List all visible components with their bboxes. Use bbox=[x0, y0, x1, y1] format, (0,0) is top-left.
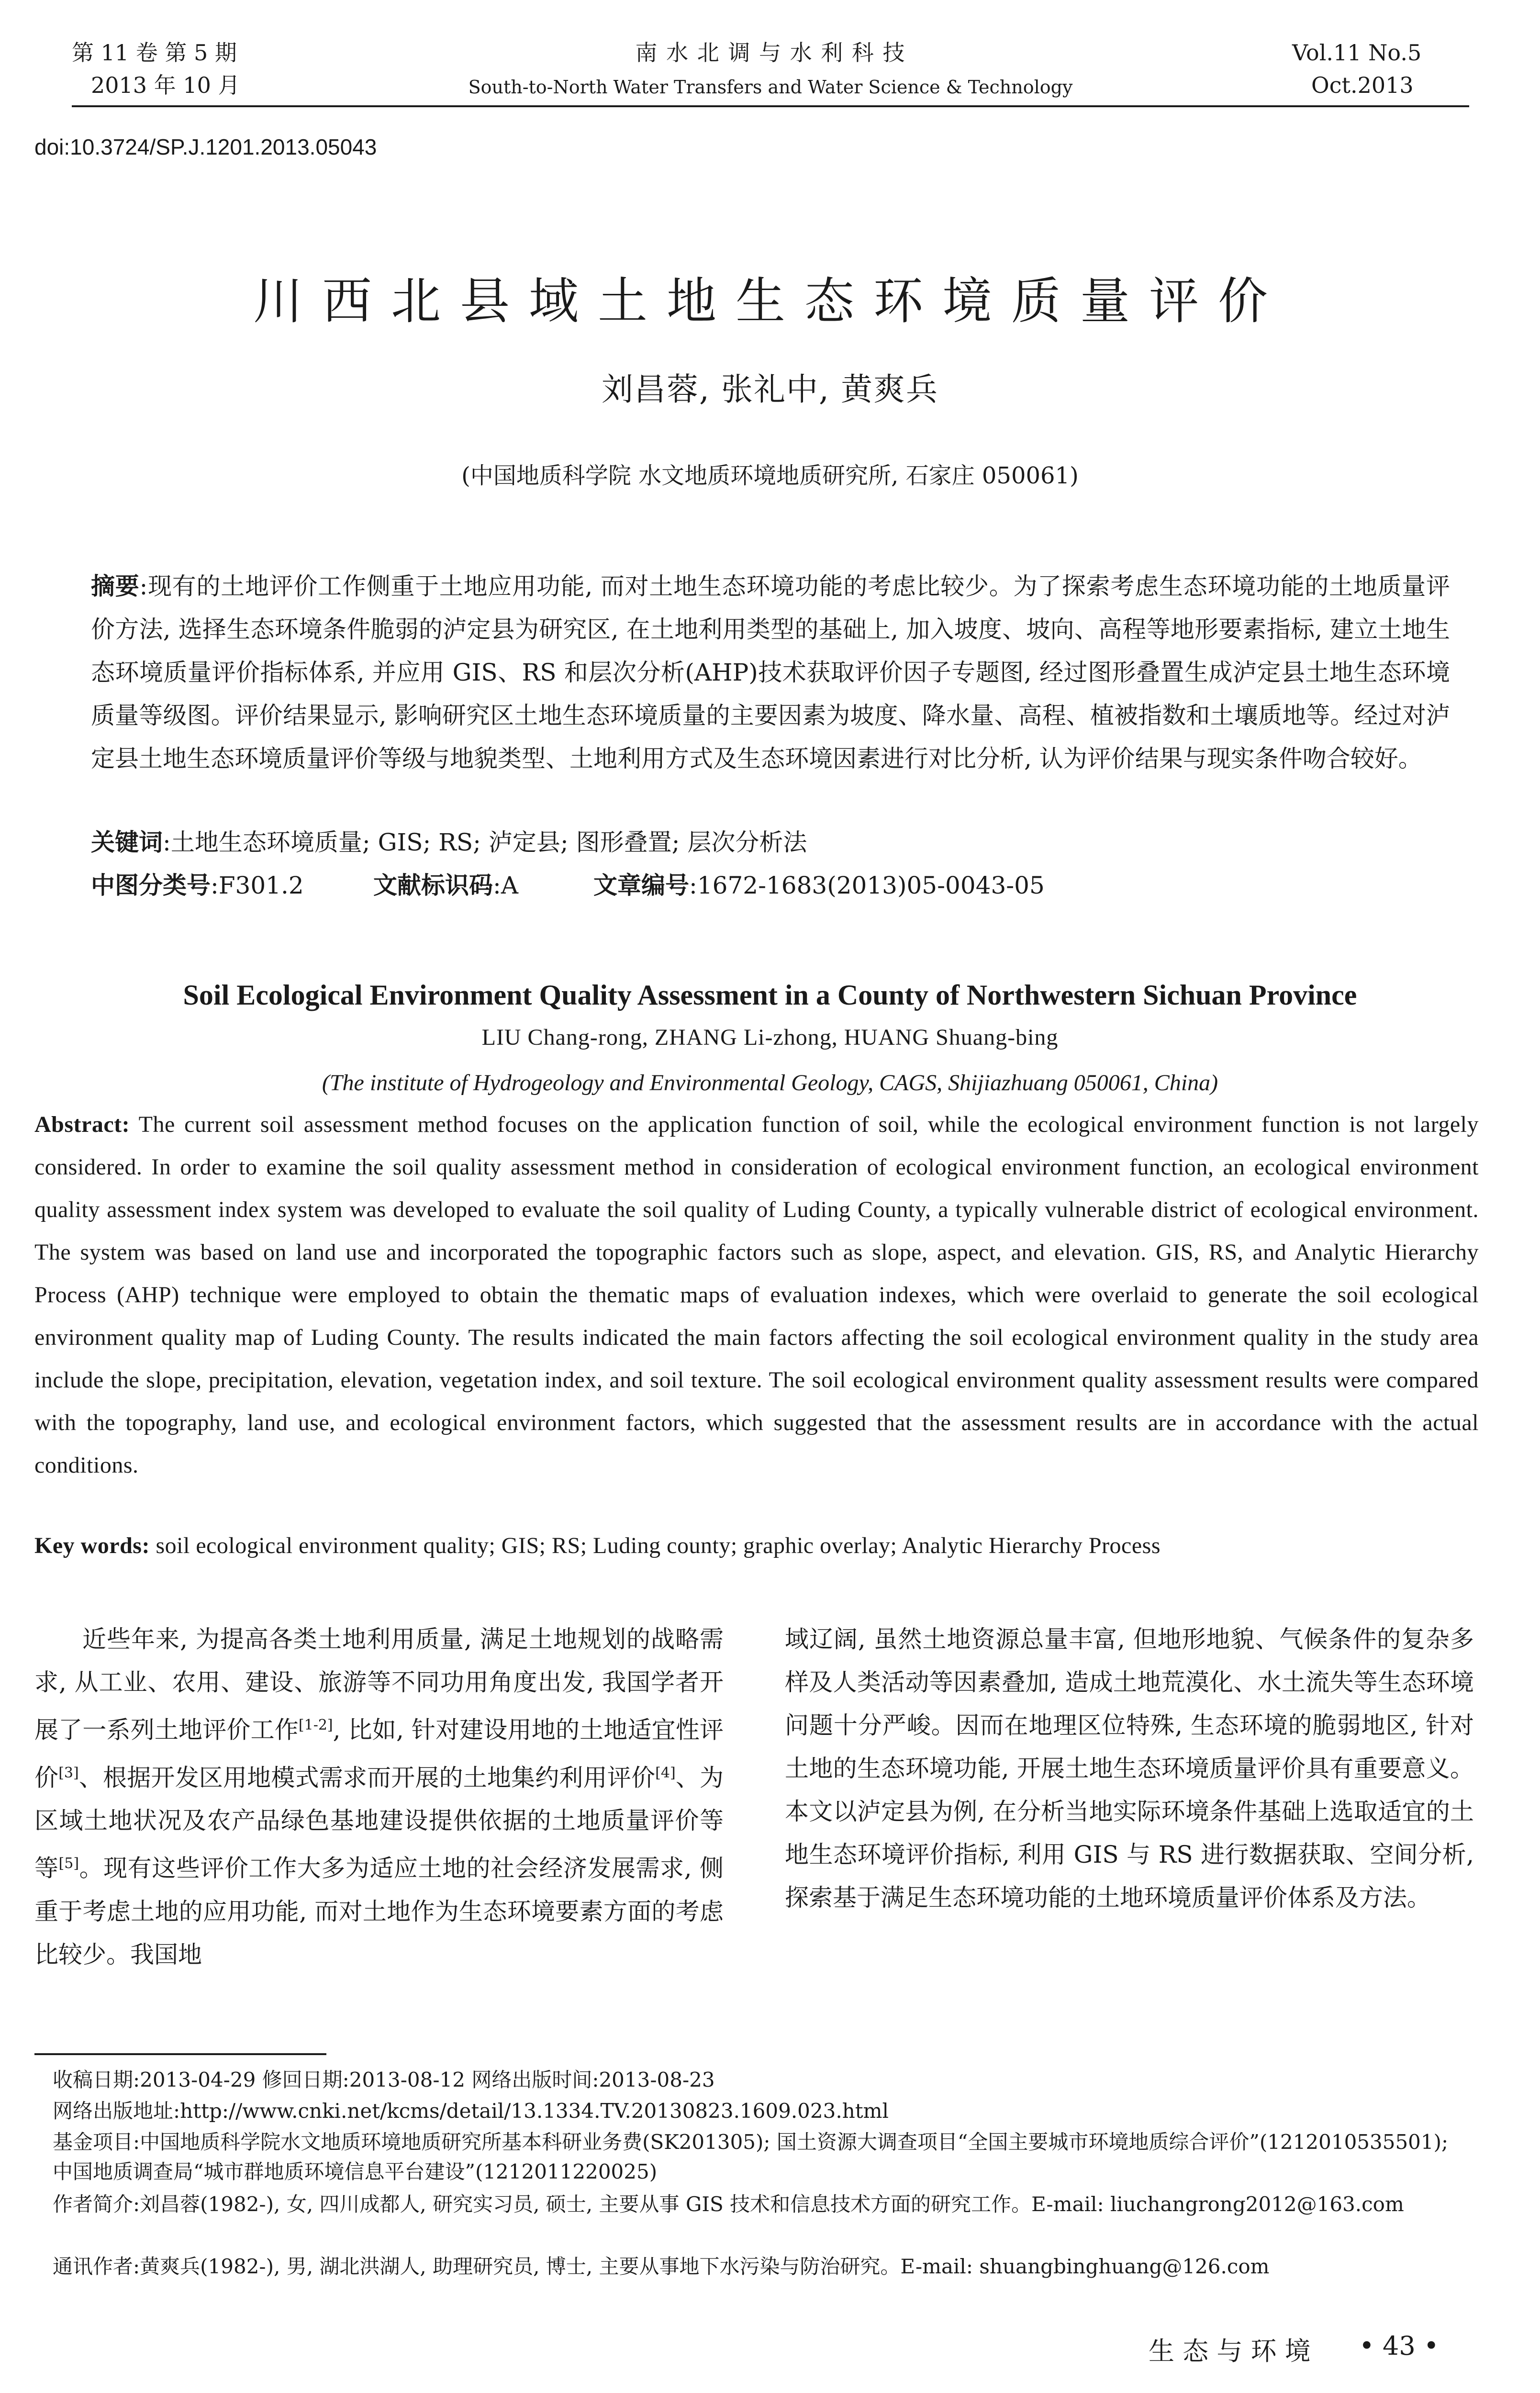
footnote-rule bbox=[34, 2053, 326, 2055]
en-keywords-text: soil ecological environment quality; GIS; RS; Luding county; graphic overlay; Analytic Hierarchy Process bbox=[149, 1533, 1161, 1558]
footnote-fund: 基金项目:中国地质科学院水文地质环境地质研究所基本科研业务费(SK201305); 国土资源大调查项目“全国主要城市环境地质综合评价”(1212010535501); 中国地质调查局“城市群地质环境信息平台建设”(1212011220025) bbox=[53, 2130, 1449, 2183]
cn-doc-code-label: 文献标识码 bbox=[373, 871, 493, 899]
en-keywords bbox=[34, 1524, 1479, 1567]
cn-abstract-label: 摘要 bbox=[91, 572, 140, 600]
journal-volume-en: Vol.11 No.5 bbox=[1292, 40, 1422, 66]
footnote-dates: 收稿日期:2013-04-29 修回日期:2013-08-12 网络出版时间:2013-08-23 bbox=[53, 2068, 715, 2091]
cn-clc-value: :F301.2 bbox=[211, 872, 304, 899]
en-abstract-label: Abstract: bbox=[34, 1112, 130, 1137]
body-paragraph-1 bbox=[34, 1618, 724, 1976]
citation: [1-2] bbox=[298, 1717, 333, 1733]
cn-article-no-value: :1672-1683(2013)05-0043-05 bbox=[689, 872, 1045, 899]
en-abstract bbox=[34, 1103, 1479, 1487]
en-affiliation: (The institute of Hydrogeology and Environmental Geology, CAGS, Shijiazhuang 050061, China) bbox=[322, 1070, 1218, 1096]
citation: [4] bbox=[655, 1764, 676, 1781]
body-text: , 比如, 针对建设用地的土地适宜性评价 bbox=[34, 1716, 724, 1792]
cn-doc-code bbox=[373, 864, 518, 907]
footnotes bbox=[53, 2065, 1479, 2295]
journal-title-en: South-to-North Water Transfers and Water Science & Technology bbox=[468, 77, 1073, 98]
body-text: 、根据开发区用地模式需求而开展的土地集约利用评价 bbox=[78, 1764, 656, 1792]
cn-keywords bbox=[91, 821, 807, 864]
body-text: 、为区域土地状况及农产品绿色基地建设提供依据的土地质量评价等等 bbox=[34, 1764, 724, 1882]
cn-keywords-text: :土地生态环境质量; GIS; RS; 泸定县; 图形叠置; 层次分析法 bbox=[163, 828, 807, 856]
cn-classification bbox=[91, 864, 304, 907]
en-authors: LIU Chang-rong, ZHANG Li-zhong, HUANG Shuang-bing bbox=[481, 1025, 1059, 1050]
cn-abstract-text: :现有的土地评价工作侧重于土地应用功能, 而对土地生态环境功能的考虑比较少。为了探索考虑生态环境功能的土地质量评价方法, 选择生态环境条件脆弱的泸定县为研究区, 在土地利用类型的基础上, 加入坡度、坡向、高程等地形要素指标, 建立土地生态环境质量评价指标体系, 并应用 GIS、RS 和层次分析(AHP)技术获取评价因子专题图, 经过图形叠置生成泸定县土地生态环境质量等级图。评价结果显示, 影响研究区土地生态环境质量的主要因素为坡度、降水量、高程、植被指数和土壤质地等。经过对泸定县土地生态环境质量评价等级与地貌类型、土地利用方式及生态环境因素进行对比分析, 认为评价结果与现实条件吻合较好。 bbox=[91, 572, 1450, 772]
en-keywords-label: Key words: bbox=[34, 1533, 150, 1558]
body-text: 。现有这些评价工作大多为适应土地的社会经济发展需求, 侧重于考虑土地的应用功能, 而对土地作为生态环境要素方面的考虑比较少。我国地 bbox=[34, 1854, 724, 1968]
journal-date: 2013 年 10 月 bbox=[91, 72, 240, 98]
cn-title: 川西北县域土地生态环境质量评价 bbox=[253, 272, 1287, 330]
citation: [3] bbox=[58, 1764, 79, 1781]
doi: doi:10.3724/SP.J.1201.2013.05043 bbox=[34, 134, 377, 159]
journal-title-cn: 南 水 北 调 与 水 利 科 技 bbox=[635, 40, 906, 66]
cn-doc-code-value: :A bbox=[493, 872, 518, 899]
footer-section: 生 态 与 环 境 bbox=[1149, 2336, 1311, 2366]
cn-article-no-label: 文章编号 bbox=[593, 871, 689, 899]
body-right-column bbox=[785, 1618, 1474, 1919]
body-paragraph-1-continued: 域辽阔, 虽然土地资源总量丰富, 但地形地貌、气候条件的复杂多样及人类活动等因素叠加, 造成土地荒漠化、水土流失等生态环境问题十分严峻。因而在地理区位特殊, 生态环境的脆弱地区, 针对土地的生态环境功能, 开展土地生态环境质量评价具有重要意义。本文以泸定县为例, 在分析当地实际环境条件基础上选取适宜的土地生态环境评价指标, 利用 GIS 与 RS 进行数据获取、空间分析, 探索基于满足生态环境功能的土地环境质量评价体系及方法。 bbox=[785, 1625, 1474, 1912]
cn-keywords-label: 关键词 bbox=[91, 828, 163, 856]
footnote-author: 作者简介:刘昌蓉(1982-), 女, 四川成都人, 研究实习员, 硕士, 主要从事 GIS 技术和信息技术方面的研究工作。E-mail: liuchangrong2012@163.com bbox=[53, 2192, 1404, 2216]
header-rule bbox=[72, 105, 1469, 107]
cn-affiliation: (中国地质科学院 水文地质环境地质研究所, 石家庄 050061) bbox=[461, 462, 1079, 489]
footnote-corresponding: 通讯作者:黄爽兵(1982-), 男, 湖北洪湖人, 助理研究员, 博士, 主要从事地下水污染与防治研究。E-mail: shuangbinghuang@126.com bbox=[53, 2255, 1270, 2278]
citation: [5] bbox=[58, 1855, 79, 1872]
journal-date-en: Oct.2013 bbox=[1311, 72, 1414, 98]
page-number: • 43 • bbox=[1359, 2331, 1439, 2361]
cn-abstract bbox=[91, 565, 1450, 780]
footnote-url: 网络出版地址:http://www.cnki.net/kcms/detail/13.1334.TV.20130823.1609.023.html bbox=[53, 2099, 889, 2123]
cn-article-no bbox=[593, 864, 1045, 907]
body-text: 近些年来, 为提高各类土地利用质量, 满足土地规划的战略需求, 从工业、农用、建设、旅游等不同功用角度出发, 我国学者开展了一系列土地评价工作 bbox=[34, 1625, 724, 1744]
cn-clc-label: 中图分类号 bbox=[91, 871, 211, 899]
body-left-column bbox=[34, 1618, 724, 1976]
en-title: Soil Ecological Environment Quality Assessment in a County of Northwestern Sichuan Province bbox=[183, 979, 1357, 1011]
cn-authors: 刘昌蓉, 张礼中, 黄爽兵 bbox=[602, 371, 938, 408]
journal-volume-issue: 第 11 卷 第 5 期 bbox=[72, 40, 237, 66]
en-abstract-text: The current soil assessment method focuses on the application function of soil, while the ecological environment function is not largely considered. In order to examine the soil quality assessment method in consideration of ecological environment function, an ecological environment quality assessment index system was developed to evaluate the soil quality of Luding County, a typically vulnerable district of ecological environment. The system was based on land use and incorporated the topographic factors such as slope, aspect, and elevation. GIS, RS, and Analytic Hierarchy Process (AHP) technique were employed to obtain the thematic maps of evaluation indexes, which were overlaid to generate the soil ecological environment quality map of Luding County. The results indicated the main factors affecting the soil ecological environment quality in the study area include the slope, precipitation, elevation, vegetation index, and soil texture. The soil ecological environment quality assessment results were compared with the topography, land use, and ecological environment factors, which suggested that the assessment results are in accordance with the actual conditions. bbox=[34, 1112, 1479, 1478]
